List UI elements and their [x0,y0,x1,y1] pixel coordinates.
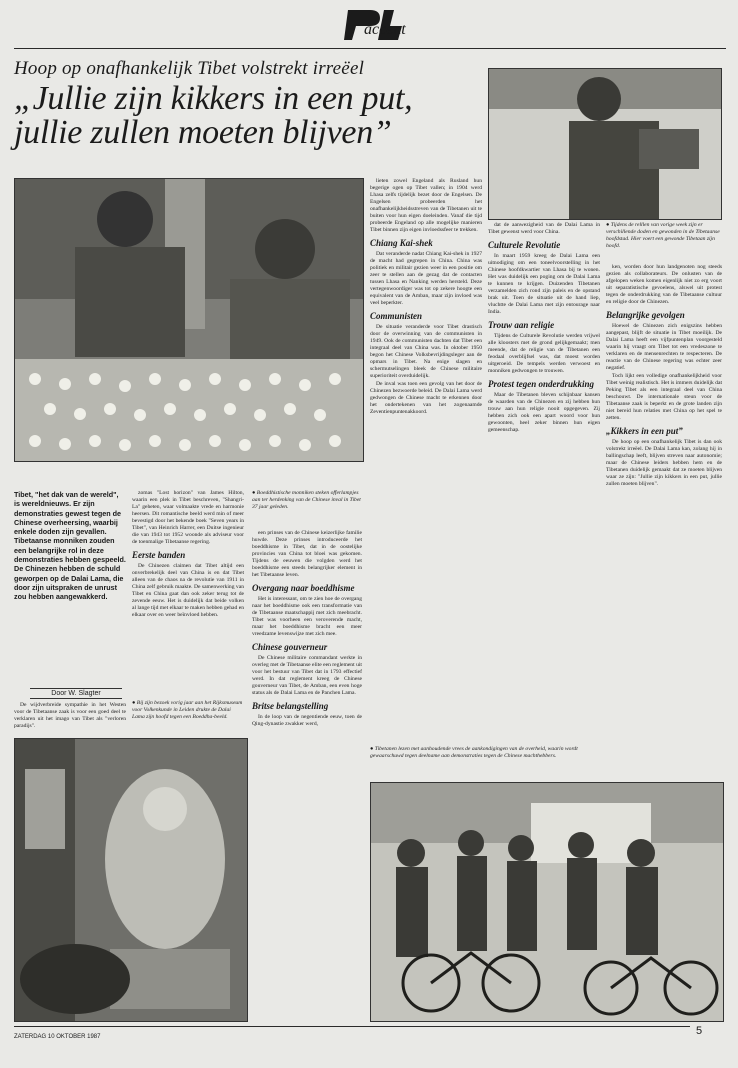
subhead-chinese-gouverneur: Chinese gouverneur [252,642,328,652]
subhead-belangrijke: Belangrijke gevolgen [606,310,685,320]
body-column-4: lieten zowel Engeland als Rusland hun begerige ogen op Tibet vallen; in 1904 werd Lhasa zelfs tijdelijk bezet door de Engelsen. De Engelsen probeerden het onafhankelijkheidsstreven van de Tibetanen uit te buiten voor hun eigen doeleinden. Vanaf die tijd probeerde Engeland op alle mogelijke manieren Tibet binnen zijn eigen invloedssfeer te trekken. Chiang Kai-shek Dat veranderde nadat Chiang Kai-shek in 1927 de macht had gegrepen in China. China was politiek en militair gezien weer in een positie om zeer te stellen aan de gezag dat de contacten tussen Lhasa en Nanking werden hersteld. Deze vertegenwoordiger was tot op zekere hoogte een equivalent van de Amban, maar zijn invloed was veel beperkter. Communisten De situatie veranderde voor Tibet drastisch door de overwinning van de communisten in 1949. Ook de communisten dachten dat Tibet een integraal deel van China was. In oktober 1950 begon het Chinese Volksbevrijdingsleger aan de opmars in Tibet. Na enige slagen en schermutselingen bleek de Chinese militaire superioriteit overduidelijk. De inval was toen een gevolg van het door de Chinezen bezwoerde beleid. De Dalai Lama werd gedwongen de Chinese macht te erkennen door het ondertekenen van het zogenaamde Zeventienpuntenakkoord. [370,178,482,415]
page-number: 5 [696,1025,703,1037]
subhead-britse: Britse belangstelling [252,701,329,711]
accent-logo [340,4,420,46]
masthead-rule [14,48,726,49]
subhead-kikkers: „Kikkers in een put” [606,426,683,436]
subhead-communisten: Communisten [370,311,423,321]
svg-text:accent: accent [364,21,406,38]
body-column-2: zomas "Lost horizon" van James Hilton, waarin een plek in Tibet beschreven, "Shangri-La" geheten, waar volmaakte vrede en harmonie heersen. Dit romantische beeld werd min of meer bevestigd door het bekende boek "Seven years in Tibet", van Heinrich Harrer, een Duitse ingenieur die van 1943 tot 1952 woonde als adviseur voor de toenmalige Tibetaanse regering. Eerste banden De Chinezen claimen dat Tibet altijd een onverbrekelijk deel van China is en dat Tibet alleen van de chaos na de revolutie van 1911 in China zelf gebruik maakte. De samenwerking van Tibet en China gaat dan ook zeker terug tot de zevende eeuw. Het is duidelijk dat beide volken al lange tijd met elkaar te maken hebben gehad en elkaar over en weer beïnvloed hebben. [132,490,244,618]
photo-crowd-bicycles [370,782,724,1022]
article-headline: „Jullie zijn kikkers in een put, jullie zullen moeten blijven” [14,80,413,151]
caption-monks-lamps: ● Boeddhistische monniken steken offerlampjes aan ter herdenking van de Chinese inval in Tibet 37 jaar geleden. [252,490,361,510]
footer-date: ZATERDAG 10 OKTOBER 1987 [14,1034,101,1040]
caption-crowd-bicycles: ● Tibetanen lezen met aanhoudende vrees de aankondigingen van de overheid, waarin wordt gewaarschuwd tegen deelname aan demonstraties tegen de Chinese machthebbers. [370,746,578,759]
subhead-culturele: Culturele Revolutie [488,240,561,250]
body-column-3: een prinses van de Chinese keizerlijke familie huwde. Deze prinses introduceerde het boeddhisme in Tibet, dat in de oostelijke provincies van China tot bloei was gekomen. Tijdens de eeuwen die volgden werd het boeddhisme een steeds belangrijker element in het Tibetaanse leven. Overgang naar boeddhisme Het is interessant, om te zien hoe de overgang naar het boeddhisme ook een transformatie van de Tibetaanse maatschappij met zich meebracht. Tibet was voorheen een veroverende macht, maar het boeddhisme bracht een meer vreedzame levenswijze met zich mee. Chinese gouverneur De Chinese militaire commandant werkte in overleg met de Tibetaanse elite een reglement uit voor het bestuur van Tibet dat in 1793 effectief werd. In dat reglement kreeg de Chinese gouverneur van Tibet, de Amban, een even hoge status als de Dalai Lama en de Panchen Lama. Britse belangstelling In de loop van de negentiende eeuw, toen de Qing-dynastie zwakker werd, [252,530,362,727]
footer-rule [14,1026,690,1027]
photo-monks-lamps [14,178,364,462]
article-intro: De wijdverbreide sympathie in het Westen voor de Tibetaanse zaak is voor een goed deel te verklaren uit het imago van Tibet als "verloren paradijs". [14,702,126,729]
article-kicker: Hoop op onafhankelijk Tibet volstrekt irreëel [14,58,365,79]
body-column-6: ken, worden door hun landgenoten nog steeds gezien als collaborateurs. De onlusten van de afgelopen weken komen eigenlijk niet zo erg voort uit separatistische gevoelens, alswel uit protest tegen de onderdrukking van de Tibetaanse cultuur en religie door de Chinezen. Belangrijke gevolgen Hoewel de Chinezen zich enigszins hebben aangepast, blijft de situatie in Tibet moeilijk. De Dalai Lama heeft een vijfpuntenplan voorgesteld waarin hij vraagt om Tibet tot een vredeszone te verklaren en de mensenrechten te respecteren. De reactie van de Chinese regering was echter zeer negatief. Toch lijkt een volledige onafhankelijkheid voor Tibet weinig realistisch. Het is immers duidelijk dat Peking Tibet als een integraal deel van China beschouwt. De internationale steun voor de Tibetaanse zaak is beperkt en de grote landen zijn niet bereid hun relaties met China op het spel te zetten. „Kikkers in een put” De hoop op een onafhankelijk Tibet is dan ook volstrekt irreëel. De Dalai Lama kan, zolang hij in ballingschap leeft, blijven streven naar autonomie; maar de Chinese leiders hebben hem en de Tibetanen duidelijk gemaakt dat ze moeten blijven waar ze zijn: "Jullie zijn kikkers in een put, jullie zullen moeten blijven". [606,264,722,487]
subhead-trouw: Trouw aan religie [488,320,555,330]
subhead-chiang: Chiang Kai-shek [370,238,433,248]
subhead-protest: Protest tegen onderdrukking [488,379,595,389]
article-byline: Door W. Slagter [30,688,122,699]
subhead-overgang: Overgang naar boeddhisme [252,583,355,593]
article-lead: Tibet, "het dak van de wereld", is wereldnieuws. Er zijn demonstraties gewest tegen de Chinese overheersing, waarbij enkele doden zijn gevallen. Tibetaanse monniken zouden een belangrijke rol in deze demonstraties hebben gespeeld. De Chinezen hebben de schuld geworpen op de Dalai Lama, die door zijn uitspraken de unrust zou hebben aangewakkerd. [14,490,126,602]
photo-wounded-tibetan [488,68,722,220]
caption-dalai-lama-buddha: ● Bij zijn bezoek vorig jaar aan het Rijksmuseum voor Volkenkunde in Leiden drukte de Dalai Lama zijn hoofd tegen een Boeddha-beeld. [132,700,243,720]
photo-dalai-lama-buddha [14,738,248,1022]
caption-wounded-tibetan: ● Tijdens de relllen van vorige week zijn er verschillende doden en gewonden in de Tibetaanse hoofdstad. Hier voert een gewonde Tibetaan zijn hoofd. [606,222,720,249]
subhead-eerste-banden: Eerste banden [132,550,186,560]
body-column-5: dat de aanwezigheid van de Dalai Lama in Tibet gewenst werd voor China. Culturele Revolutie In maart 1959 kreeg de Dalai Lama een uitnodiging om een toneelvoorstelling in het Chinese hoofdkwartier van Lhasa bij te wonen. Het was duidelijk een poging om de Dalai Lama te kunnen te krijgen. Duizenden Tibetanen verzamelden zich rond zijn paleis en de opstand brak uit. Toen de situatie uit de hand liep, vluchtte de Dalai Lama met zijn entourage naar India. Trouw aan religie Tijdens de Culturele Revolutie werden vrijwel alle kloosters met de grond gelijkgemaakt; men meende, dat de religie van de Tibetanen een feodaal overblijfsel was, dat moest worden uitgeroeid. De tempels werden verwoest en monniken gedwongen te trouwen. Protest tegen onderdrukking Maar de Tibetanen bleven schijnbaar kansen de waarden van de Chinezen en zij hebben hun trouw aan hun religie nooit opgegeven. Zij hebben zich ook een apart woord voor hun gewoonten, heel zeker binnen hun eigen gemeenschap. [488,222,600,433]
